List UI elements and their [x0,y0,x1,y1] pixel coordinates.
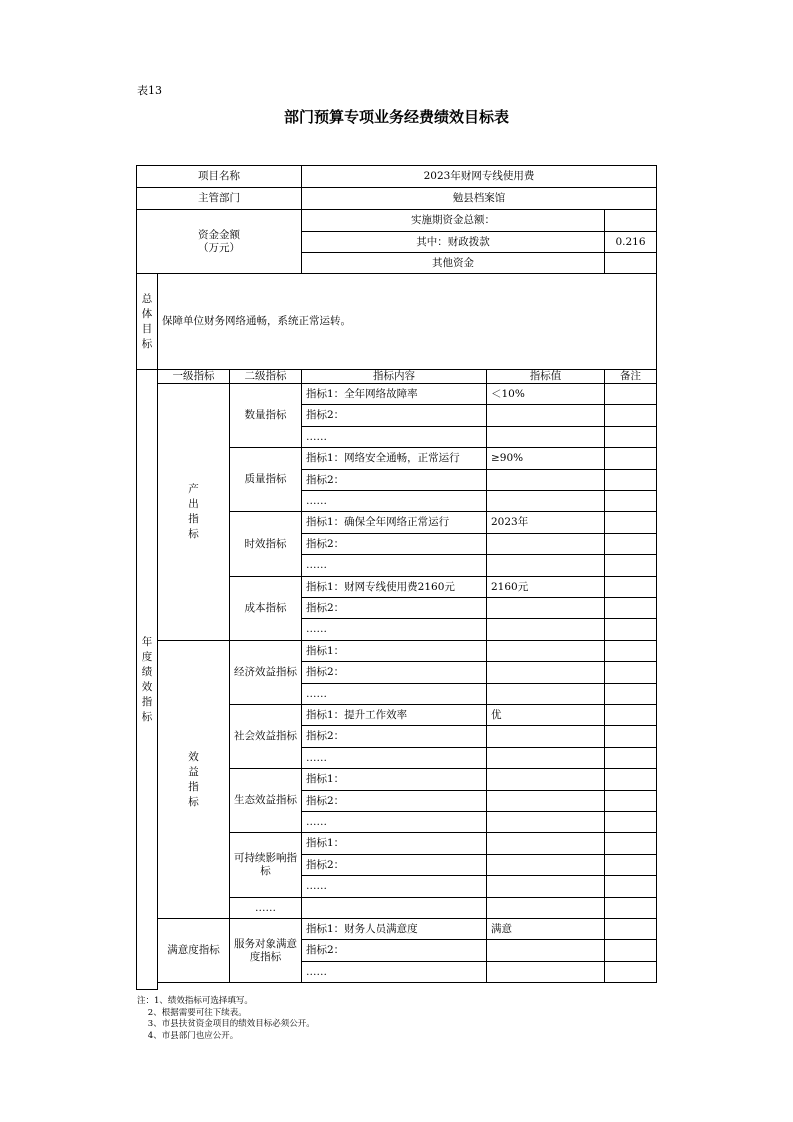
project-name-value [302,166,657,188]
cost-indicator-label-text: 成本指标 [244,602,287,614]
ecological-benefit-remark [605,791,657,812]
sustainable-impact-content-text: …… [306,880,327,892]
social-benefit-content [302,726,487,748]
project-name-label [137,166,302,188]
quantity-indicator-content-text: 指标2： [306,409,345,421]
footnote-line: 4、市县部门也应公开。 [137,1030,239,1041]
ecological-benefit-content-text: 指标2： [306,794,345,807]
timeliness-indicator-content-text: 指标2： [306,537,345,550]
fiscal-funds-label-text: 其中：财政拨款 [416,235,490,248]
dept-label [137,188,302,210]
social-benefit-value [487,705,605,726]
quantity-indicator-value [487,384,605,405]
quality-indicator-label [230,448,302,512]
sustainable-impact-label [230,833,302,898]
cost-indicator-content [302,619,487,641]
timeliness-indicator-label [230,512,302,577]
quality-indicator-content [302,448,487,470]
cost-indicator-value [487,598,605,619]
quality-indicator-content [302,491,487,512]
benefit-indicator-label [158,641,230,919]
economic-benefit-remark [605,684,657,705]
sustainable-impact-content [302,876,487,898]
timeliness-indicator-value [487,555,605,577]
overall-target-label [137,274,158,370]
sustainable-impact-remark [605,833,657,855]
cost-indicator-content-text: 指标2： [306,601,345,614]
economic-benefit-content [302,662,487,684]
economic-benefit-label-text: 经济效益指标 [234,666,297,678]
ecological-benefit-content [302,791,487,812]
service-satisfaction-value [487,919,605,940]
sustainable-impact-content-text: 指标2： [306,858,345,871]
timeliness-indicator-content [302,555,487,577]
footnotes [137,996,315,1042]
economic-benefit-value [487,641,605,662]
output-indicator-label [158,384,230,641]
header-value-text: 指标值 [529,370,562,382]
quantity-indicator-content [302,405,487,427]
quality-indicator-value-text: ≥90% [491,452,524,464]
project-name-value-text: 2023年财网专线使用费 [423,170,535,182]
header-level2-text: 二级指标 [244,370,287,382]
service-satisfaction-remark [605,962,657,983]
quantity-indicator-content [302,427,487,448]
page-title: 部门预算专项业务经费绩效目标表 [283,108,509,126]
overall-target-label-text: 总体目标 [141,292,153,350]
sustainable-impact-value [487,855,605,876]
sustainable-impact-remark [605,855,657,876]
total-funds-label [302,210,605,232]
cost-indicator-value [487,577,605,598]
service-satisfaction-content [302,962,487,983]
quantity-indicator-remark [605,384,657,405]
timeliness-indicator-remark [605,534,657,555]
benefit-indicator-label-text: 效益指标 [188,750,199,808]
dept-value-text: 勉县档案馆 [452,192,506,204]
service-satisfaction-content-text: …… [306,965,327,978]
quantity-indicator-remark [605,427,657,448]
timeliness-indicator-value [487,534,605,555]
footnote-line: 注：1、绩效指标可选择填写。 [137,996,253,1006]
performance-table [136,165,657,990]
timeliness-indicator-value [487,512,605,534]
ecological-benefit-remark [605,812,657,833]
service-satisfaction-remark [605,919,657,940]
quality-indicator-remark [605,470,657,491]
service-satisfaction-value [487,962,605,983]
timeliness-indicator-label-text: 时效指标 [244,537,287,550]
quantity-indicator-value-text: ＜10% [491,387,525,400]
ecological-benefit-value [487,791,605,812]
quantity-indicator-value [487,427,605,448]
timeliness-indicator-content [302,534,487,555]
annual-target-label-text: 年度绩效指标 [141,635,153,723]
ecological-benefit-content [302,769,487,791]
benefit-more-text: …… [255,901,276,914]
timeliness-indicator-remark [605,555,657,577]
social-benefit-value [487,726,605,748]
dept-value [302,188,657,210]
timeliness-indicator-value-text: 2023年 [491,516,529,528]
economic-benefit-label [230,641,302,705]
fiscal-funds-value [605,232,657,253]
quality-indicator-label-text: 质量指标 [244,473,287,485]
cost-indicator-label [230,577,302,641]
economic-benefit-content [302,641,487,662]
quantity-indicator-label [230,384,302,448]
dept-label-text: 主管部门 [198,192,240,204]
social-benefit-remark [605,726,657,748]
satisfaction-indicator-label [158,919,230,983]
quality-indicator-value [487,491,605,512]
footnote-line: 2、根据需要可往下续表。 [137,1007,247,1018]
ecological-benefit-content-text: …… [306,815,327,828]
timeliness-indicator-content [302,512,487,534]
service-satisfaction-label-text: 服务对象满意度指标 [234,937,297,963]
quantity-indicator-label-text: 数量指标 [244,409,287,421]
ecological-benefit-content-text: 指标1： [306,773,345,785]
economic-benefit-content-text: 指标1： [306,644,345,657]
service-satisfaction-label [230,919,302,983]
other-funds-value [605,253,657,274]
total-funds-label-text: 实施期资金总额： [411,214,495,226]
header-value [487,370,605,384]
cost-indicator-content-text: …… [306,623,327,635]
sustainable-impact-content-text: 指标1： [306,837,345,849]
economic-benefit-remark [605,662,657,684]
benefit-more-content [302,898,487,919]
cost-indicator-content [302,598,487,619]
social-benefit-content-text: …… [306,751,327,764]
economic-benefit-value [487,662,605,684]
social-benefit-remark [605,705,657,726]
output-indicator-label-text: 产出指标 [188,483,199,540]
social-benefit-content [302,748,487,769]
economic-benefit-content [302,684,487,705]
header-remark [605,370,657,384]
cost-indicator-value-text: 2160元 [491,580,529,593]
fiscal-funds-value-text: 0.216 [615,235,646,248]
economic-benefit-content-text: …… [306,687,327,700]
satisfaction-indicator-label-text: 满意度指标 [167,944,220,956]
social-benefit-content-text: 指标1：提升工作效率 [306,708,408,721]
quality-indicator-content-text: 指标2： [306,473,345,486]
overall-target-text-text: 保障单位财务网络通畅，系统正常运转。 [162,315,351,327]
social-benefit-label-text: 社会效益指标 [234,730,297,742]
sustainable-impact-content [302,855,487,876]
quantity-indicator-remark [605,405,657,427]
sustainable-impact-value [487,876,605,898]
benefit-more-remark [605,898,657,919]
social-benefit-remark [605,748,657,769]
social-benefit-content-text: 指标2： [306,730,345,742]
quality-indicator-content [302,470,487,491]
header-content [302,370,487,384]
other-funds-label-text: 其他资金 [432,256,474,269]
social-benefit-content [302,705,487,726]
benefit-more-value [487,898,605,919]
benefit-more [230,898,302,919]
header-level1 [158,370,230,384]
other-funds-label [302,253,605,274]
social-benefit-value-text: 优 [491,708,502,721]
funds-label [137,210,302,274]
header-remark-text: 备注 [620,370,641,382]
economic-benefit-content-text: 指标2： [306,666,345,678]
service-satisfaction-content-text: 指标1：财务人员满意度 [306,922,418,935]
quality-indicator-remark [605,448,657,470]
header-content-text: 指标内容 [373,370,415,382]
service-satisfaction-content [302,919,487,940]
service-satisfaction-value [487,940,605,962]
service-satisfaction-content [302,940,487,962]
economic-benefit-value [487,684,605,705]
quality-indicator-value [487,470,605,491]
sustainable-impact-content [302,833,487,855]
cost-indicator-value [487,619,605,641]
quantity-indicator-content [302,384,487,405]
quality-indicator-content-text: …… [306,494,327,507]
ecological-benefit-value [487,769,605,791]
cost-indicator-remark [605,619,657,641]
quality-indicator-remark [605,491,657,512]
social-benefit-label [230,705,302,769]
ecological-benefit-value [487,812,605,833]
ecological-benefit-content [302,812,487,833]
economic-benefit-remark [605,641,657,662]
ecological-benefit-label [230,769,302,833]
cost-indicator-remark [605,577,657,598]
ecological-benefit-label-text: 生态效益指标 [234,794,297,806]
sustainable-impact-value [487,833,605,855]
fiscal-funds-label [302,232,605,253]
sustainable-impact-remark [605,876,657,898]
overall-target-text [158,274,657,370]
footnote-line: 3、市县扶贫资金项目的绩效目标必须公开。 [137,1019,315,1029]
table-number: 表13 [137,84,162,97]
service-satisfaction-content-text: 指标2： [306,944,345,956]
service-satisfaction-remark [605,940,657,962]
total-funds-value [605,210,657,232]
cost-indicator-content-text: 指标1：财网专线使用费2160元 [306,580,455,593]
cost-indicator-remark [605,598,657,619]
sustainable-impact-label-text: 可持续影响指标 [234,852,297,877]
project-name-label-text: 项目名称 [198,170,240,182]
quality-indicator-value [487,448,605,470]
timeliness-indicator-content-text: 指标1：确保全年网络正常运行 [306,516,450,528]
annual-target-label [137,370,158,990]
header-level1-text: 一级指标 [172,370,215,382]
header-level2 [230,370,302,384]
quantity-indicator-content-text: 指标1：全年网络故障率 [306,387,418,400]
cost-indicator-content [302,577,487,598]
quantity-indicator-value [487,405,605,427]
service-satisfaction-value-text: 满意 [491,922,512,935]
quality-indicator-content-text: 指标1：网络安全通畅，正常运行 [306,452,460,464]
social-benefit-value [487,748,605,769]
ecological-benefit-remark [605,769,657,791]
funds-label-text: 资金金额 （万元） [198,228,240,254]
timeliness-indicator-content-text: …… [306,559,327,571]
timeliness-indicator-remark [605,512,657,534]
quantity-indicator-content-text: …… [306,430,327,443]
